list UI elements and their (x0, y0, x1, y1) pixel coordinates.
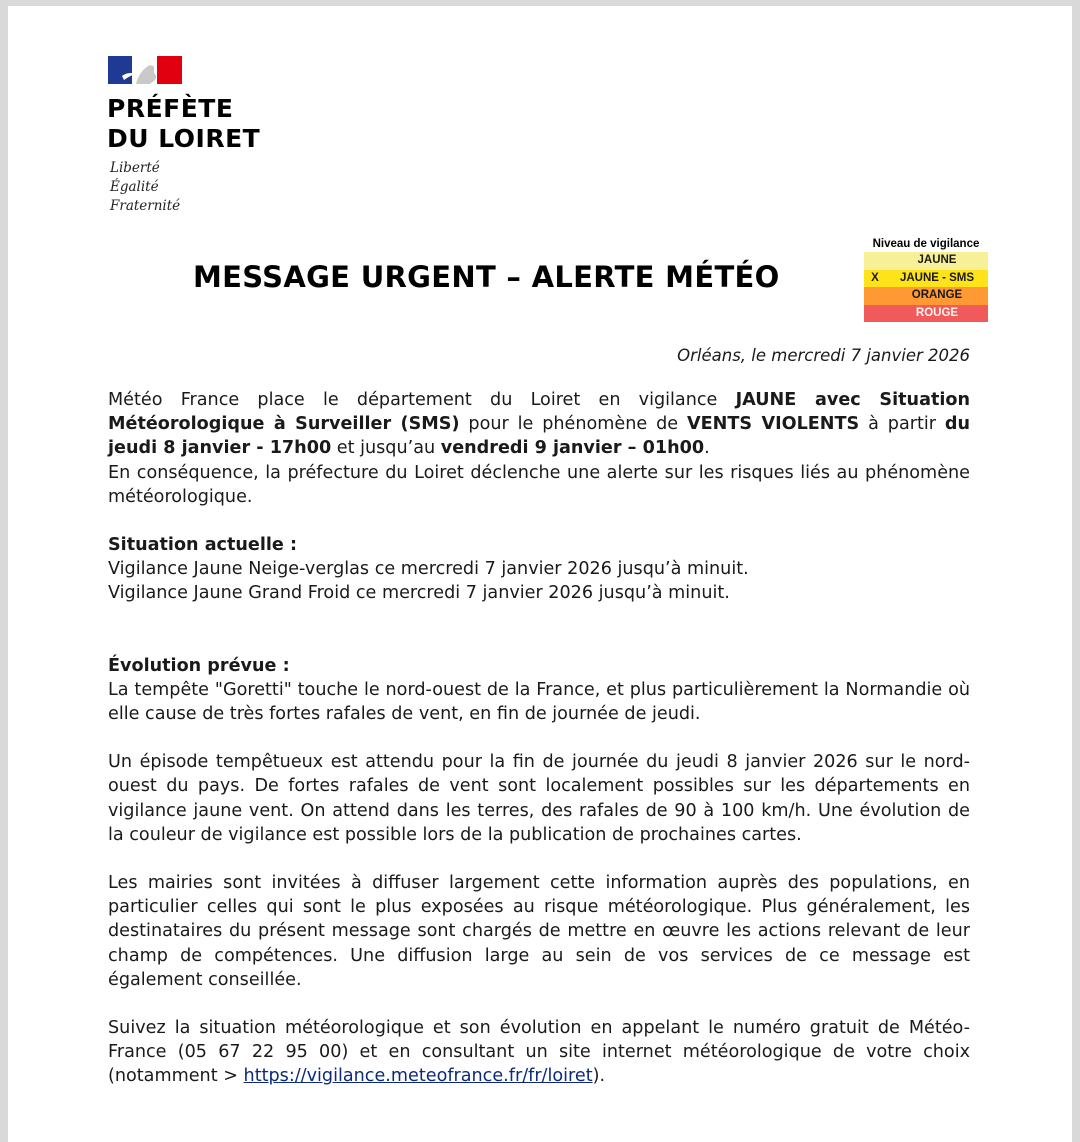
intro-text: pour le phénomène de (459, 414, 687, 435)
vigilance-title: Niveau de vigilance (872, 238, 980, 250)
evolution-paragraph-2: Un épisode tempêtueux est attendu pour la fin de journée du jeudi 8 janvier 2026 sur le nord-ouest du pays. De fortes rafales de vent sont localement possibles sur les départements en vigilance jaune vent. On attend dans les terres, des rafales de 90 à 100 km/h. Une évolution de la couleur de vigilance est possible lors de la publication de prochaines cartes. (108, 752, 970, 845)
document-page (8, 6, 1072, 1142)
intro-text: . (704, 438, 710, 459)
vigilance-row-jaune (864, 252, 988, 270)
vigilance-mark (864, 252, 886, 270)
motto-fraternite: Fraternité (110, 198, 181, 214)
intro-text: Météo France place le département du Loiret en vigilance (108, 390, 736, 410)
intro-phenomenon: VENTS VIOLENTS (687, 414, 860, 435)
vigilance-label: ORANGE (911, 289, 963, 301)
intro-consequence: En conséquence, la préfecture du Loiret déclenche une alerte sur les risques liés au phénomène météorologique. (108, 462, 970, 507)
intro-end: vendredi 9 janvier – 01h00 (440, 438, 705, 459)
vigilance-label: JAUNE - SMS (899, 271, 975, 284)
intro-start: du jeudi 8 janvier - 17h00 (108, 414, 971, 459)
vigilance-row-orange (864, 287, 988, 305)
vigilance-row-rouge (864, 305, 988, 323)
intro-paragraph (108, 388, 970, 461)
vigilance-mark (864, 305, 886, 323)
vigilance-mark: X (871, 271, 879, 284)
evolution-paragraph-4 (108, 1016, 970, 1089)
evolution-paragraph-1: La tempête "Goretti" touche le nord-ouest de la France, et plus particulièrement la Normandie où elle cause de très fortes rafales de vent, en fin de journée de jeudi. (108, 679, 970, 725)
marianne-logo (108, 56, 182, 84)
dateline: Orléans, le mercredi 7 janvier 2026 (677, 346, 970, 365)
intro-text: à partir (859, 414, 945, 435)
prefecture-name (107, 94, 260, 154)
followup-text-end: ). (592, 1066, 606, 1087)
vigilance-row-jaune-sms (864, 270, 988, 288)
motto-egalite: Égalité (110, 179, 159, 195)
intro-text: et jusqu’au (331, 438, 441, 459)
org-line-2: DU LOIRET (107, 124, 261, 153)
vigilance-label: JAUNE (917, 254, 957, 266)
message-body (108, 388, 970, 1089)
situation-title: Situation actuelle : (108, 535, 298, 556)
republic-motto (110, 159, 180, 216)
vigilance-level-table (864, 236, 988, 322)
motto-liberte: Liberté (110, 160, 160, 176)
vigilance-label: ROUGE (915, 306, 959, 319)
situation-line: Vigilance Jaune Grand Froid ce mercredi 7 janvier 2026 jusqu’à minuit. (108, 583, 730, 604)
vigilance-link[interactable]: https://vigilance.meteofrance.fr/fr/loiret (243, 1066, 593, 1087)
org-line-1: PRÉFÈTE (107, 94, 234, 123)
vigilance-mark (864, 287, 886, 305)
page-title: MESSAGE URGENT – ALERTE MÉTÉO (193, 260, 780, 294)
situation-line: Vigilance Jaune Neige-verglas ce mercredi 7 janvier 2026 jusqu’à minuit. (108, 559, 749, 580)
intro-level: JAUNE avec Situation Météorologique à Surveiller (SMS) (108, 390, 970, 435)
evolution-paragraph-3: Les mairies sont invitées à diffuser largement cette information auprès des populations, en particulier celles qui sont le plus exposées au risque météorologique. Plus généralement, les destinataires du présent message sont chargés de mettre en œuvre les actions relevant de leur champ de compétences. Une diffusion large au sein de vos services de ce message est également conseillée. (108, 873, 970, 990)
evolution-title: Évolution prévue : (108, 655, 290, 676)
followup-text: Suivez la situation météorologique et son évolution en appelant le numéro gratuit de Météo-France (05 67 22 95 00) et en consultant un site internet météorologique de votre choix (notamment > (108, 1018, 970, 1087)
